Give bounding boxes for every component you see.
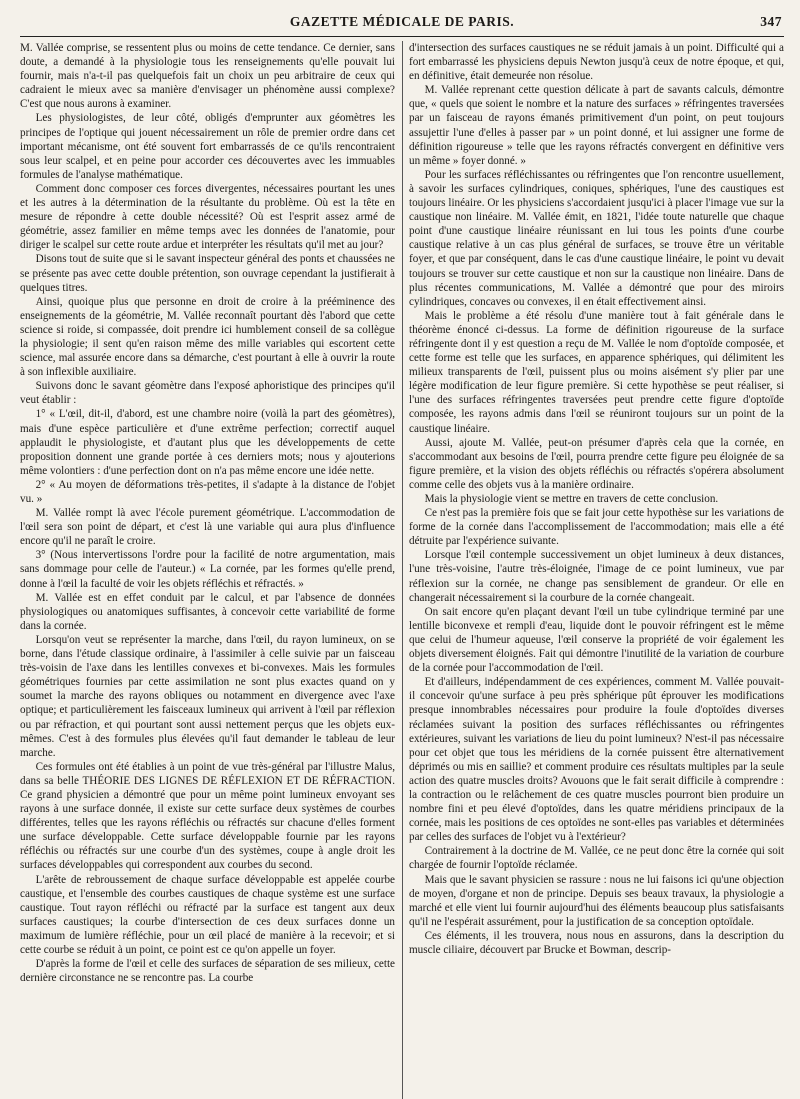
paragraph: Et d'ailleurs, indépendamment de ces expériences, comment M. Vallée pouvait-il concevoir qu'une surface à peu près sphérique pût éprouver les modifications presque innombrables nécessaires pour produire la foule d'optoïdes diverses réclamées suivant la position des surfaces réfléchissantes ou réfringentes extérieures, suivant les variations de lieu du point lumineux? N'est-il pas nécessaire pour cet objet que tous les méridiens de la cornée puissent être alternativement déprimés ou mis en saillie? et comment produire ces résultats multiples par la seule action des quatre muscles droits? Avouons que le fait serait difficile à comprendre : la contraction ou le relâchement de ces quatre muscles pourront bien produire un nombre fini et peu élevé d'optoïdes, dans les quatre méridiens principaux de la cornée, mais les positions de ces optoïdes ne sont-elles pas variables et déterminées par celles des surfaces de l'objet vu à l'extérieur? (409, 676, 784, 844)
paragraph: Mais le problème a été résolu d'une manière tout à fait générale dans le théorème énoncé ci-dessus. La forme de définition rigoureuse de la surface réfringente dont il y est question a reçu de M. Vallée le nom d'optoïde composée, et cette forme est telle que les surfaces, en apparence sphériques, qui délimitent les milieux transparents de l'œil, puissent plus ou moins aisément s'y plier par une légère modification de leur figure première. Si cette hypothèse se peut réaliser, si l'une des surfaces réfringentes traversées peut prendre cette figure d'optoïde composée, les rayons admis dans l'œil se réuniront toujours sur un point de la caustique linéaire. (409, 309, 784, 435)
text-columns (20, 41, 784, 1099)
paragraph: D'après la forme de l'œil et celle des surfaces de séparation de ses milieux, cette dernière circonstance ne se rencontre pas. La courbe (20, 958, 395, 985)
paragraph: Ces éléments, il les trouvera, nous nous en assurons, dans la description du muscle ciliaire, découvert par Brucke et Bowman, descrip- (409, 929, 784, 956)
right-column (409, 41, 784, 1099)
paragraph: Aussi, ajoute M. Vallée, peut-on présumer d'après cela que la cornée, en s'accommodant aux besoins de l'œil, pourra prendre cette figure peu éloignée de sa figure première, et la vision des objets réfléchis ou réfractés s'opérera absolument comme celle des objets vus à la manière ordinaire. (409, 436, 784, 491)
paragraph: d'intersection des surfaces caustiques ne se réduit jamais à un point. Difficulté qui a fort embarrassé les physiciens depuis Newton jusqu'à ceux de notre époque, et qui, en définitive, était demeurée non résolue. (409, 42, 784, 83)
paragraph: Ainsi, quoique plus que personne en droit de croire à la prééminence des enseignements de la géométrie, M. Vallée reconnaît pourtant dès l'abord que cette science si roide, si compassée, doit prendre ici humblement conseil de sa collègue la physiologie; il sent qu'en raison même des mille variables qui escortent cette science, mal assurée encore dans sa démarche, c'est pourtant à elle à ouvrir la route à son inflexible auxiliaire. (20, 295, 395, 379)
paragraph: Lorsqu'on veut se représenter la marche, dans l'œil, du rayon lumineux, on se borne, dans l'étude classique ordinaire, à l'assimiler à celle suivie par un faisceau très-voisin de l'axe dans les lentilles convexes et bi-convexes. Mais les formules géométriques fournies par cette assimilation ne sont plus exactes quand on y soumet la marche des rayons obliques ou notamment en divergence avec l'axe optique; et particulièrement les faisceaux lumineux qui arrivent à l'œil par réflexion ou par réfraction, et qui pourtant sont aussi nettement perçus que les objets eux-mêmes. C'est à des formules plus élevées qu'il faut demander le tableau de leur marche. (20, 633, 395, 759)
paragraph: Mais que le savant physicien se rassure : nous ne lui faisons ici qu'une objection de moyen, d'organe et non de principe. Depuis ses beaux travaux, la physiologie a marché et elle vient lui fournir aujourd'hui des éléments beaucoup plus satisfaisants qu'il ne l'espérait assurément, pour la justification de sa conception optoïdale. (409, 873, 784, 928)
left-column (20, 41, 395, 1099)
paragraph: 2° « Au moyen de déformations très-petites, il s'adapte à la distance de l'objet vu. » (20, 478, 395, 505)
page-number: 347 (760, 14, 782, 29)
paragraph: Ces formules ont été établies à un point de vue très-général par l'illustre Malus, dans sa belle THÉORIE DES LIGNES DE RÉFLEXION ET DE RÉFRACTION. Ce grand physicien a démontré que pour un même point lumineux envoyant ses rayons à une surface donnée, il existe sur cette surface deux systèmes de courbes différentes, telles que les rayons réfléchis ou réfractés sur chacune d'elles forment une surface développable. Cette surface développable fournie par les rayons réfléchis ou réfractés sur une courbe d'un des systèmes, coupe à angle droit les surfaces développables qui correspondent aux courbes du second. (20, 760, 395, 872)
paragraph: 3° (Nous intervertissons l'ordre pour la facilité de notre argumentation, mais sans dommage pour celle de l'auteur.) « La cornée, par les formes qu'elle prend, donne à l'œil la faculté de voir les objets réfléchis et réfractés. » (20, 549, 395, 590)
paragraph: Contrairement à la doctrine de M. Vallée, ce ne peut donc être la cornée qui soit chargée de fournir l'optoïde réclamée. (409, 845, 784, 872)
paragraph: M. Vallée est en effet conduit par le calcul, et par l'absence de données physiologiques ou anatomiques suffisantes, à concevoir cette variabilité de forme dans la cornée. (20, 591, 395, 632)
paragraph: Disons tout de suite que si le savant inspecteur général des ponts et chaussées ne se présente pas avec cette double prétention, son ouvrage cependant la justifierait à quelques titres. (20, 253, 395, 294)
paragraph: M. Vallée reprenant cette question délicate à part de savants calculs, démontre que, « quels que soient le nombre et la nature des surfaces » réfringentes traversées par un faisceau de rayons émanés primitivement d'un point, on peut toujours assujettir l'une d'elles à passer par » un point donné, et lui assigner une forme de définition rigoureuse » telle que les rayons réfractés convergent en définitive vers un même » foyer donné. » (409, 84, 784, 167)
journal-title: GAZETTE MÉDICALE DE PARIS. (289, 14, 515, 29)
paragraph: Comment donc composer ces forces divergentes, nécessaires pourtant les unes et les autres à la détermination de la résultante du problème. Où est la tête en mesure de répondre à cette double nécessité? Où est l'esprit assez armé de géométrie, assez familier en même temps avec les données de l'anatomie, pour diriger le scalpel sur cette route ardue et interpréter les résultats qu'il met au jour? (20, 182, 395, 252)
paragraph: Suivons donc le savant géomètre dans l'exposé aphoristique des principes qu'il veut établir : (20, 380, 395, 407)
paragraph: Les physiologistes, de leur côté, obligés d'emprunter aux géomètres les principes de l'optique qui jouent nécessairement un rôle de premier ordre dans cet important mécanisme, ont été souvent fort embarrassés de ce qu'ils rencontraient sous leur scalpel, et en peine pour accorder ces découvertes avec les immuables formules de l'analyse mathématique. (20, 112, 395, 181)
paragraph: 1° « L'œil, dit-il, d'abord, est une chambre noire (voilà la part des géomètres), mais d'une espèce particulière et d'une extrême perfection; correctif auquel applaudit le physiologiste, et d'autant plus que les développements de cette proposition donnent une grande portée à ces derniers mots; nous y ajouterions même volontiers : d'une perfection dont on n'a pas même encore une idée nette. (20, 408, 395, 477)
paragraph: On sait encore qu'en plaçant devant l'œil un tube cylindrique terminé par une lentille biconvexe et rempli d'eau, liquide dont le pouvoir réfringent est le même que celui de l'humeur aqueuse, l'œil conserve la propriété de voir également les objets diversement éloignés. Fait qui démontre l'inutilité de la variation de courbure de la cornée pour l'accommodation de l'œil. (409, 605, 784, 675)
paragraph: M. Vallée rompt là avec l'école purement géométrique. L'accommodation de l'œil sera son point de départ, et c'est là une variable qui aura plus d'influence encore qu'il ne paraît le croire. (20, 507, 395, 548)
page-header (20, 10, 784, 37)
paragraph: Lorsque l'œil contemple successivement un objet lumineux à deux distances, l'une très-voisine, l'autre très-éloignée, l'image de ce point lumineux, vue par réflexion sur la cornée, ne change pas sensiblement de grandeur. Or elle en changerait nécessairement si la courbure de la cornée changeait. (409, 549, 784, 604)
paragraph: Pour les surfaces réfléchissantes ou réfringentes que l'on rencontre usuellement, à savoir les surfaces cylindriques, coniques, sphériques, l'une des caustiques est toujours linéaire. Or les physiciens s'accordaient jusqu'ici à placer l'image vue sur la caustique non linéaire. M. Vallée émit, en 1821, l'idée toute naturelle que chaque point d'une caustique linéaire réunissant en lui tous les points d'une courbe caustique relative à un cas plus général de surfaces, se trouve être un véritable foyer, et que par conséquent, dans le cas d'une caustique linéaire, le point vu devait toujours se trouver sur cette caustique et non sur la caustique non linéaire. Dans de plus récentes communications, M. Vallée a démontré que pour des miroirs cylindriques, concaves ou convexes, il en était effectivement ainsi. (409, 168, 784, 308)
paragraph: L'arête de rebroussement de chaque surface développable est appelée courbe caustique, et l'ensemble des courbes caustiques de chaque système est une surface caustique. Tout rayon réfléchi ou réfracté par la surface est tangent aux deux surfaces caustiques; la courbe d'intersection de ces deux surfaces donne un maximum de lumière réfléchie, pour un œil placé de manière à la recevoir; et si cette courbe se réduit à un point, ce point est ce qu'on appelle un foyer. (20, 873, 395, 956)
paragraph: Mais la physiologie vient se mettre en travers de cette conclusion. (424, 493, 719, 505)
paragraph: Ce n'est pas la première fois que se fait jour cette hypothèse sur les variations de forme de la cornée dans l'accomplissement de l'accommodation; mais elle a été détruite par l'expérience suivante. (409, 507, 784, 548)
paragraph: M. Vallée comprise, se ressentent plus ou moins de cette tendance. Ce dernier, sans doute, a demandé à la physiologie tous les renseignements qu'elle pouvait lui fournir, mais n'a-t-il pas quelquefois fait un choix un peu arbitraire de ceux qui cadraient le mieux avec sa manière d'envisager un phénomène aussi complexe? C'est que nous aurons à examiner. (20, 42, 395, 111)
